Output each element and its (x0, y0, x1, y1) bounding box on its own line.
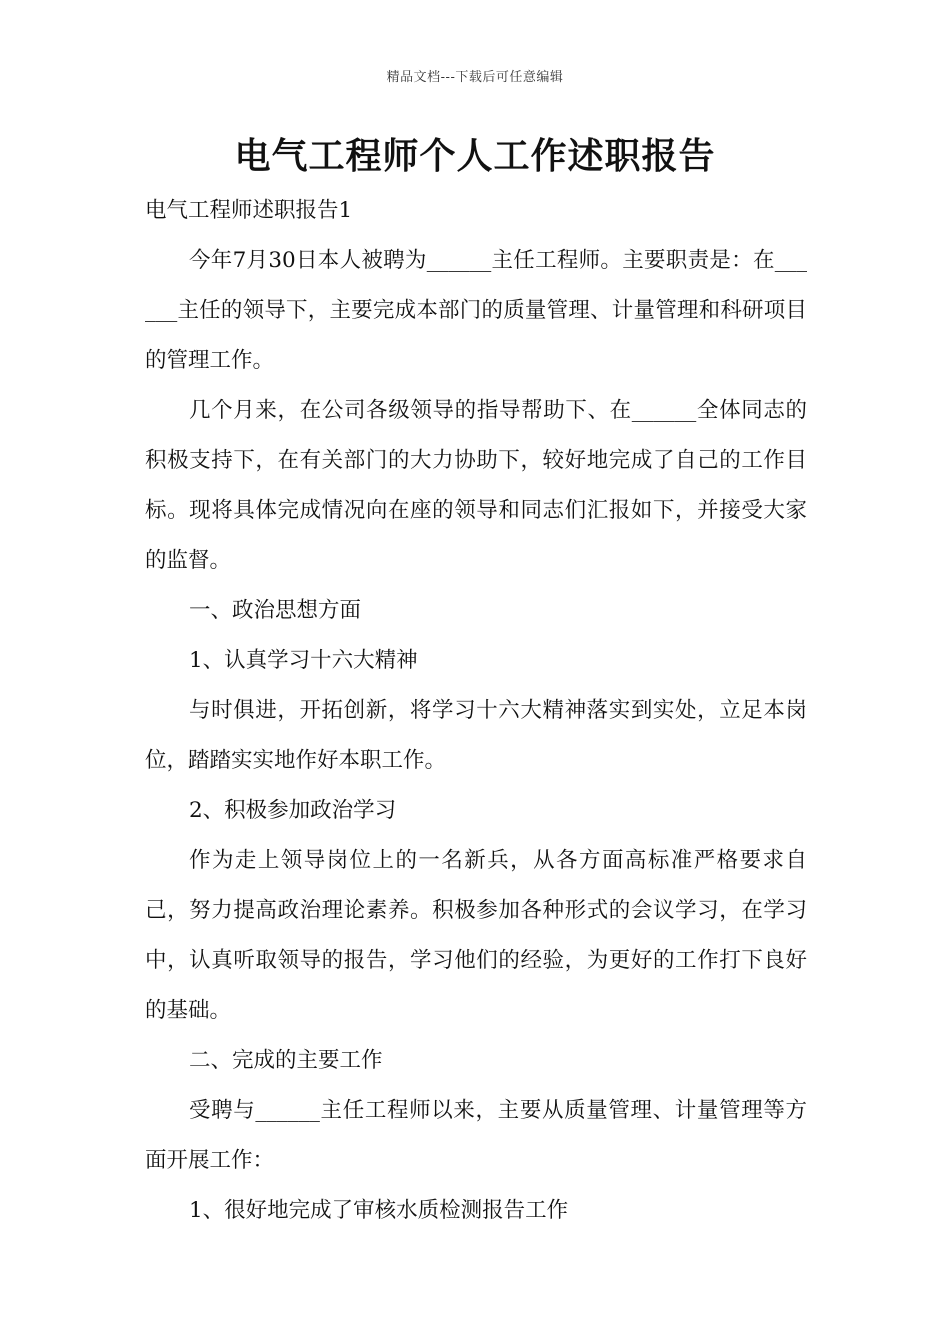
document-title: 电气工程师个人工作述职报告 (234, 135, 716, 177)
subsection-heading: 1、很好地完成了审核水质检测报告工作 (189, 1198, 569, 1223)
section-heading: 一、政治思想方面 (189, 598, 362, 623)
paragraph: 作为走上领导岗位上的一名新兵，从各方面高标准严格要求自己，努力提高政治理论素养。积极参加各种形式的会议学习，在学习中，认真听取领导的报告，学习他们的经验，为更好的工作打下良好的基础。 (145, 848, 807, 1023)
section-heading: 二、完成的主要工作 (189, 1048, 383, 1073)
subsection-heading: 1、认真学习十六大精神 (189, 648, 418, 673)
document-body (145, 186, 807, 1236)
paragraph: 受聘与______主任工程师以来，主要从质量管理、计量管理等方面开展工作： (145, 1098, 807, 1173)
paragraph: 几个月来，在公司各级领导的指导帮助下、在______全体同志的积极支持下，在有关部门的大力协助下，较好地完成了自己的工作目标。现将具体完成情况向在座的领导和同志们汇报如下，并接受大家的监督。 (145, 398, 807, 573)
subsection-heading: 2、积极参加政治学习 (189, 798, 397, 823)
header-note: 精品文档---下载后可任意编辑 (386, 70, 564, 85)
paragraph-subtitle: 电气工程师述职报告1 (145, 198, 353, 223)
paragraph: 与时俱进，开拓创新，将学习十六大精神落实到实处，立足本岗位，踏踏实实地作好本职工作。 (145, 698, 807, 773)
paragraph: 今年7月30日本人被聘为______主任工程师。主要职责是：在______主任的领导下，主要完成本部门的质量管理、计量管理和科研项目的管理工作。 (145, 248, 807, 373)
